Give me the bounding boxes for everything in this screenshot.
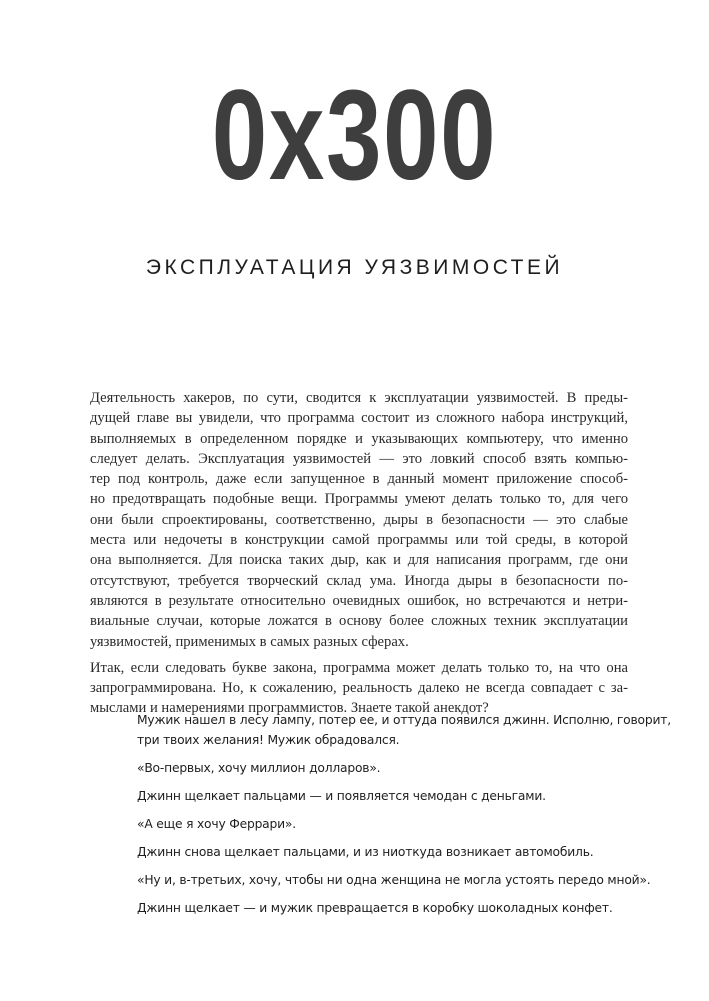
text-line: «Ну и, в-третьих, хочу, чтобы ни одна женщина не могла устоять передо мной». (137, 873, 651, 887)
quote-paragraph (137, 814, 623, 834)
text-line: «А еще я хочу Феррари». (137, 817, 296, 831)
chapter-number: 0x300 (211, 64, 498, 207)
text-line: Итак, если следовать букве закона, программа может делать только то, на что она (90, 659, 628, 676)
text-line: являются в результате относительно очевидных ошибок, но встречаются и нетри- (90, 592, 628, 609)
text-line: Джинн щелкает пальцами — и появляется чемодан с деньгами. (137, 789, 546, 803)
text-line: Джинн щелкает — и мужик превращается в коробку шоколадных конфет. (137, 901, 613, 915)
text-line: Мужик нашел в лесу лампу, потер ее, и оттуда появился джинн. Исполню, говорит, (137, 713, 671, 727)
text-line: дущей главе вы увидели, что программа состоит из сложного набора инструкций, (90, 410, 628, 427)
text-line: следует делать. Эксплуатация уязвимостей — это ловкий способ взять компью- (90, 450, 628, 467)
text-line: запрограммирована. Но, к сожалению, реальность далеко не всегда совпадает с за- (90, 680, 628, 697)
text-line: тер под контроль, даже если запущенное в данный момент приложение способ- (90, 471, 628, 488)
quote-paragraph (137, 842, 623, 862)
text-line: выполняемых в определенном порядке и указывающих компьютеру, что именно (90, 430, 628, 447)
text-line: места или недочеты в конструкции самой программы или той среды, в которой (90, 532, 628, 549)
anecdote-quote-block (137, 710, 671, 926)
quote-paragraph (137, 898, 623, 918)
text-line: она выполняется. Для поиска таких дыр, как и для написания программ, где они (90, 552, 628, 569)
text-line: Джинн снова щелкает пальцами, и из ниоткуда возникает автомобиль. (137, 845, 594, 859)
quote-paragraph (137, 870, 651, 890)
text-line: Деятельность хакеров, по сути, сводится к эксплуатации уязвимостей. В преды- (90, 390, 628, 406)
body-text (90, 388, 628, 725)
text-line: они были спроектированы, соответственно, дыры в безопасности — это слабые (90, 511, 628, 528)
paragraph (90, 388, 628, 652)
text-line: три твоих желания! Мужик обрадовался. (137, 733, 400, 747)
quote-paragraph (137, 758, 623, 778)
quote-paragraph (137, 786, 623, 806)
text-line: уязвимостей, применимых в самых разных сферах. (90, 633, 409, 650)
text-line: виальные случаи, которые ложатся в основу более сложных техник эксплуатации (90, 613, 628, 630)
text-line: «Во-первых, хочу миллион долларов». (137, 761, 381, 775)
text-line: мыслами и намерениями программистов. Знаете такой анекдот? (90, 700, 489, 717)
text-line: отсутствуют, требуется творческий склад ума. Иногда дыры в безопасности по- (90, 572, 628, 589)
quote-paragraph (137, 710, 671, 750)
chapter-title: ЭКСПЛУАТАЦИЯ УЯЗВИМОСТЕЙ (145, 256, 564, 279)
text-line: но предотвращать подобные вещи. Программы умеют делать только то, для чего (90, 491, 628, 508)
